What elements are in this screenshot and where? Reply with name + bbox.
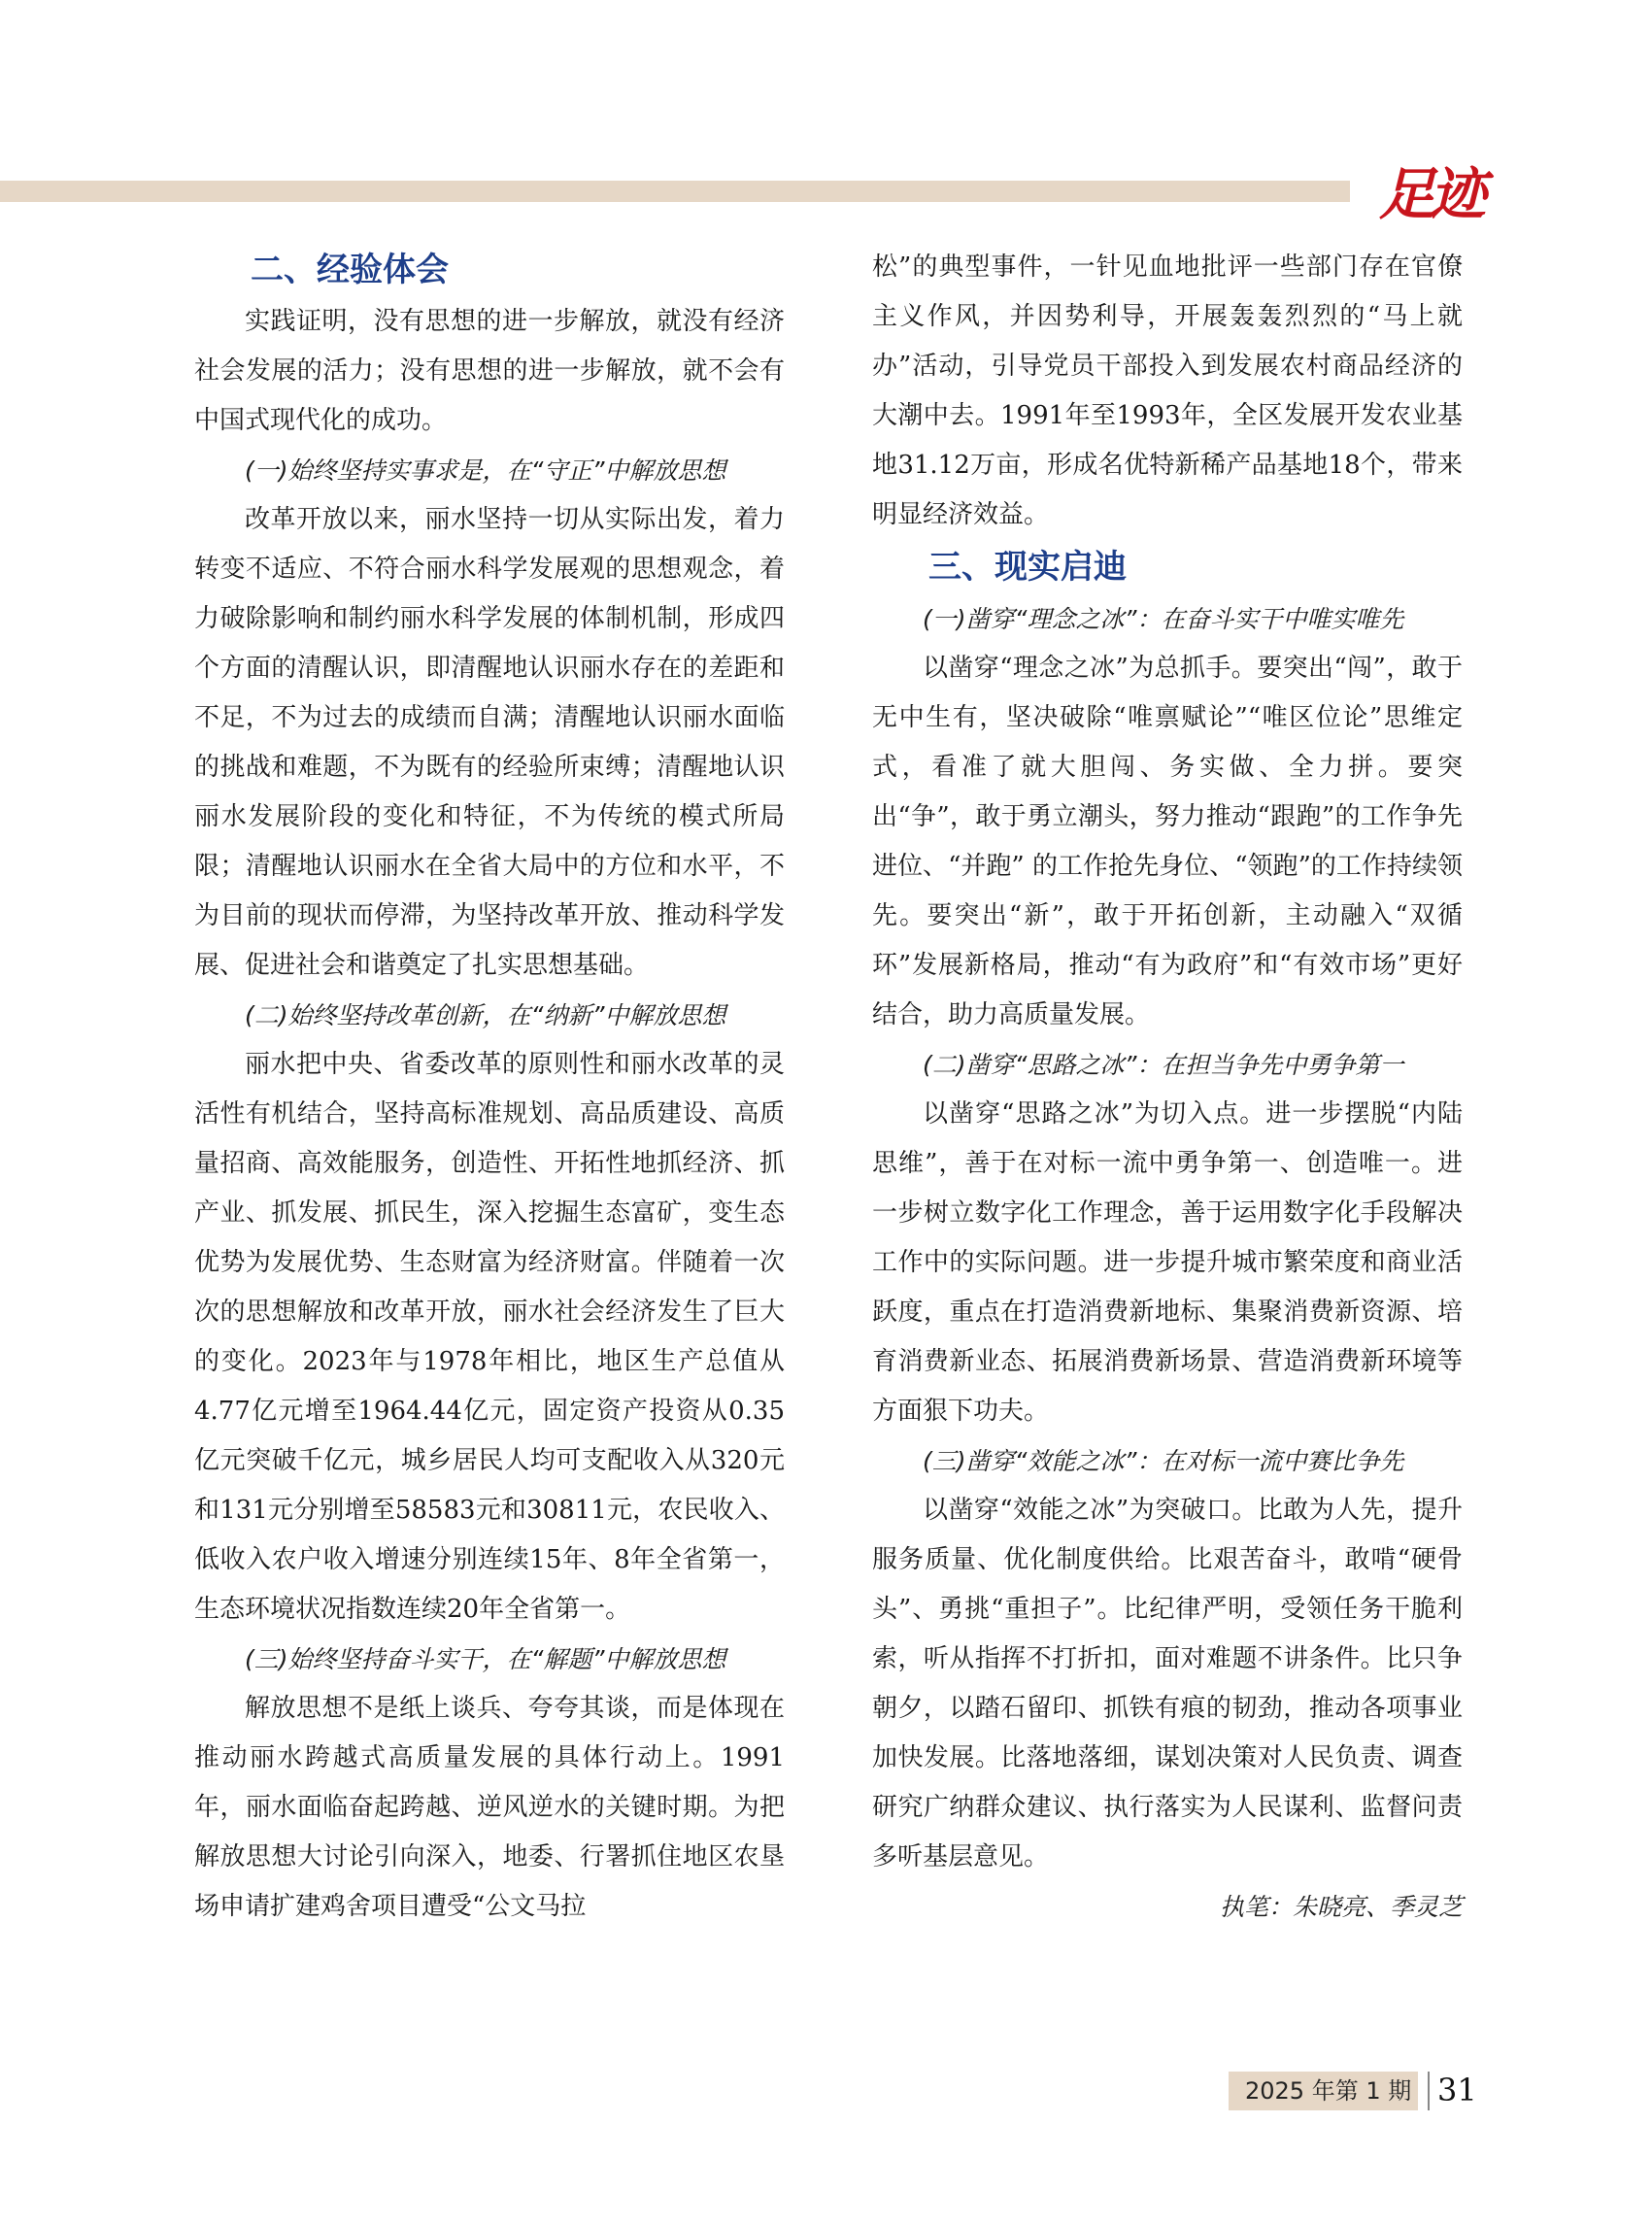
- paragraph-5: 以凿穿“思路之冰”为切入点。进一步摆脱“内陆思维”，善于在对标一流中勇争第一、创造唯一。进一步树立数字化工作理念，善于运用数字化手段解决工作中的实际问题。进一步提升城市繁荣度和商业活跃度，重点在打造消费新地标、集聚消费新资源、培育消费新业态、拓展消费新场景、营造消费新环境等方面狠下功夫。: [872, 1099, 1463, 1426]
- subheading-3: (三)始终坚持奋斗实干，在“解题”中解放思想: [245, 1645, 726, 1673]
- subheading-6: (三)凿穿“效能之冰”：在对标一流中赛比争先: [923, 1447, 1404, 1475]
- subheading-4: (一)凿穿“理念之冰”：在奋斗实干中唯实唯先: [923, 605, 1404, 633]
- section-heading-insights: 三、现实启迪: [928, 548, 1127, 587]
- author-credit: 执笔：朱晓亮、季灵芝: [1219, 1893, 1463, 1921]
- section-heading-experience: 二、经验体会: [251, 251, 449, 289]
- paragraph-2: 丽水把中央、省委改革的原则性和丽水改革的灵活性有机结合，坚持高标准规划、高品质建设、高质量招商、高效能服务，创造性、开拓性地抓经济、抓产业、抓发展、抓民生，深入挖掘生态富矿，变生态优势为发展优势、生态财富为经济财富。伴随着一次次的思想解放和改革开放，丽水社会经济发生了巨大的变化。2023年与1978年相比，地区生产总值从4.77亿元增至1964.44亿元，固定资产投资从0.35亿元突破千亿元，城乡居民人均可支配收入从320元和131元分别增至58583元和30811元，农民收入、低收入农户收入增速分别连续15年、8年全省第一，生态环境状况指数连续20年全省第一。: [194, 1050, 785, 1624]
- subheading-5: (二)凿穿“思路之冰”：在担当争先中勇争第一: [923, 1051, 1404, 1079]
- footer-divider: [1428, 2072, 1430, 2110]
- subheading-2: (二)始终坚持改革创新，在“纳新”中解放思想: [245, 1001, 726, 1029]
- subheading-1: (一)始终坚持实事求是，在“守正”中解放思想: [245, 456, 726, 485]
- header-band: [0, 181, 1350, 202]
- paragraph-continued: 松”的典型事件，一针见血地批评一些部门存在官僚主义作风，并因势利导，开展轰轰烈烈的“马上就办”活动，引导党员干部投入到发展农村商品经济的大潮中去。1991年至1993年，全区发展开发农业基地31.12万亩，形成名优特新稀产品基地18个，带来明显经济效益。: [872, 253, 1463, 529]
- paragraph-1: 改革开放以来，丽水坚持一切从实际出发，着力转变不适应、不符合丽水科学发展观的思想观念，着力破除影响和制约丽水科学发展的体制机制，形成四个方面的清醒认识，即清醒地认识丽水存在的差距和不足，不为过去的成绩而自满；清醒地认识丽水面临的挑战和难题，不为既有的经验所束缚；清醒地认识丽水发展阶段的变化和特征，不为传统的模式所局限；清醒地认识丽水在全省大局中的方位和水平，不为目前的现状而停滞，为坚持改革开放、推动科学发展、促进社会和谐奠定了扎实思想基础。: [194, 505, 785, 980]
- paragraph-6: 以凿穿“效能之冰”为突破口。比敢为人先，提升服务质量、优化制度供给。比艰苦奋斗，敢啃“硬骨头”、勇挑“重担子”。比纪律严明，受领任务干脆利索，听从指挥不打折扣，面对难题不讲条件。比只争朝夕，以踏石留印、抓铁有痕的韧劲，推动各项事业加快发展。比落地落细，谋划决策对人民负责、调查研究广纳群众建议、执行落实为人民谋利、监督问责多听基层意见。: [872, 1496, 1463, 1871]
- magazine-logo: [1379, 155, 1486, 233]
- issue-label: 2025 年第 1 期: [1245, 2077, 1412, 2105]
- logo-text: 足迹: [1379, 161, 1481, 227]
- paragraph-intro: 实践证明，没有思想的进一步解放，就没有经济社会发展的活力；没有思想的进一步解放，就不会有中国式现代化的成功。: [194, 307, 785, 435]
- paragraph-3: 解放思想不是纸上谈兵、夸夸其谈，而是体现在推动丽水跨越式高质量发展的具体行动上。1991年，丽水面临奋起跨越、逆风逆水的关键时期。为把解放思想大讨论引向深入，地委、行署抓住地区农垦场申请扩建鸡舍项目遭受“公文马拉: [194, 1694, 785, 1921]
- left-column: [194, 243, 785, 1932]
- right-column: [872, 243, 1463, 1932]
- paragraph-4: 以凿穿“理念之冰”为总抓手。要突出“闯”，敢于无中生有，坚决破除“唯禀赋论”“唯区位论”思维定式，看准了就大胆闯、务实做、全力拼。要突出“争”，敢于勇立潮头，努力推动“跟跑”的工作争先进位、“并跑” 的工作抢先身位、“领跑”的工作持续领先。要突出“新”，敢于开拓创新，主动融入“双循环”发展新格局，推动“有为政府”和“有效市场”更好结合，助力高质量发展。: [872, 654, 1463, 1029]
- page-number: 31: [1437, 2072, 1477, 2108]
